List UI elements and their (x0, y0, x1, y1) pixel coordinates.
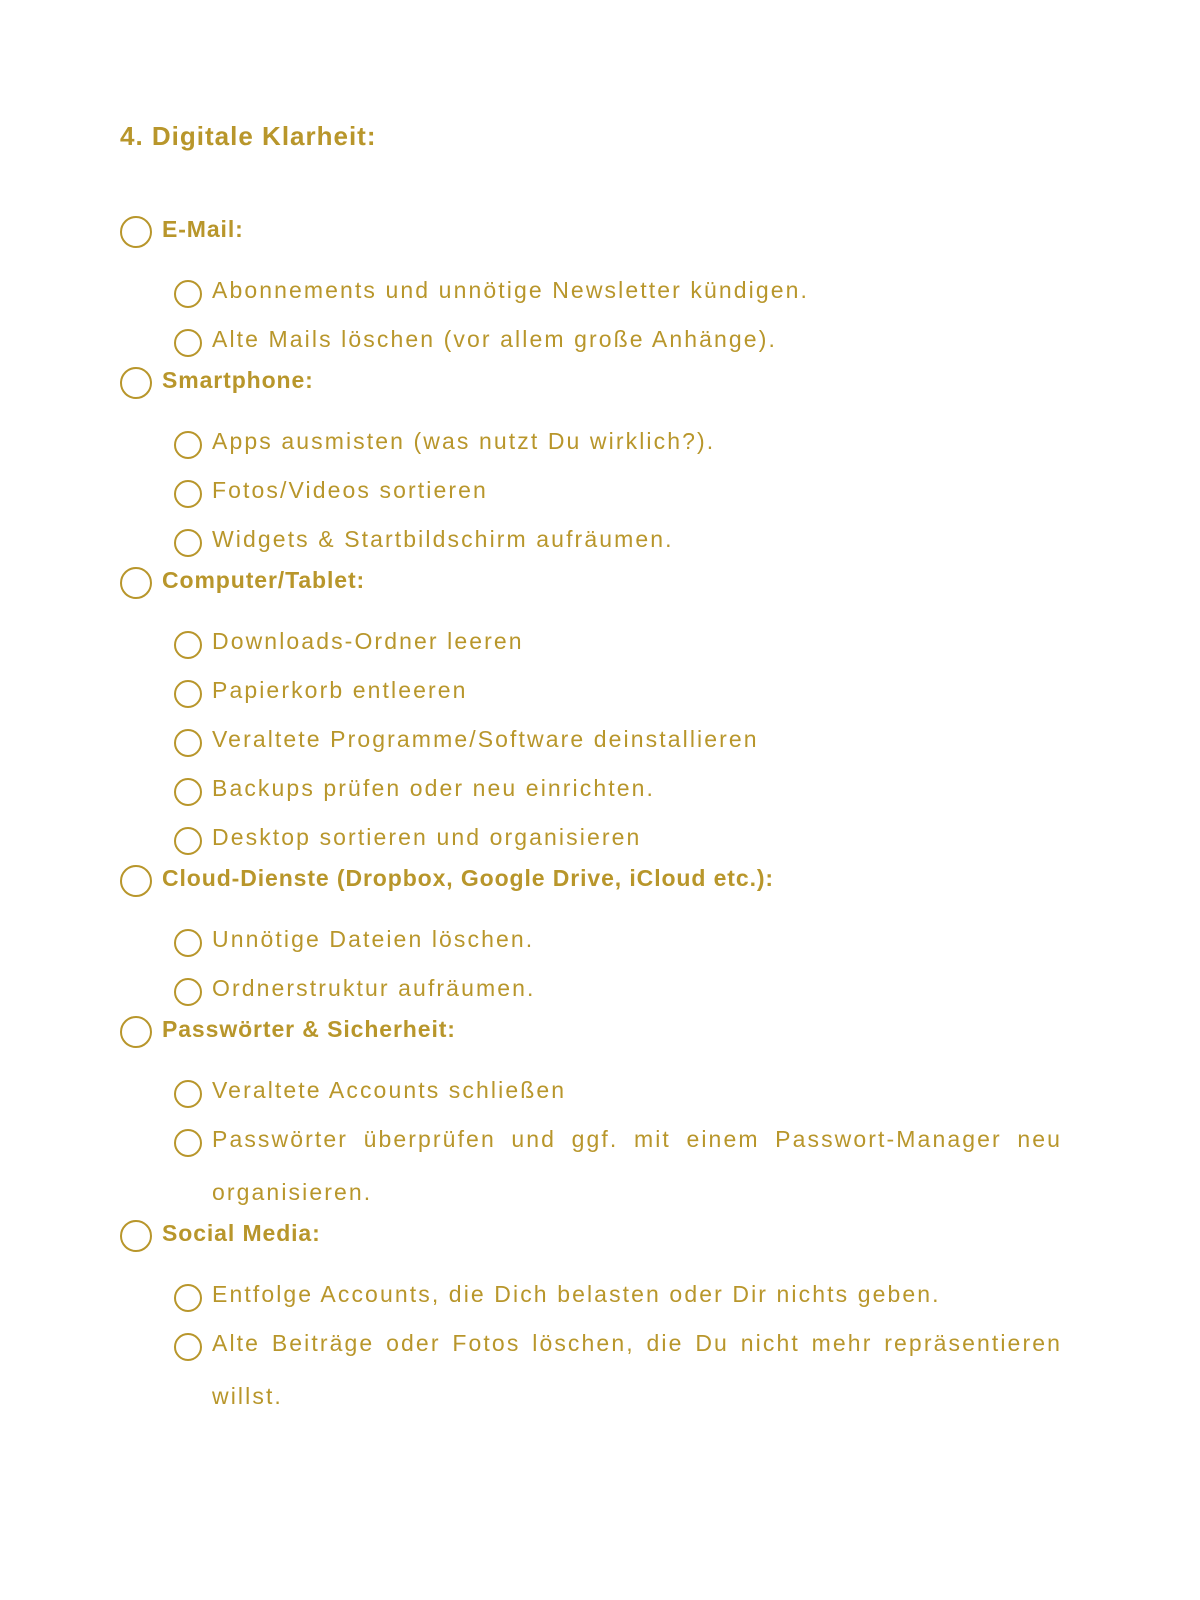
checklist-item (174, 966, 1095, 1015)
checklist-page (120, 115, 1095, 1423)
checklist-section (120, 1015, 1095, 1219)
item-checkbox-circle-icon[interactable] (174, 929, 202, 957)
item-label: Veraltete Accounts schließen (212, 1077, 567, 1103)
item-checkbox-circle-icon[interactable] (174, 978, 202, 1006)
section-checkbox-circle-icon[interactable] (120, 1016, 152, 1048)
section-title: Passwörter & Sicherheit: (162, 1016, 456, 1042)
checklist-section (120, 366, 1095, 566)
item-checkbox-circle-icon[interactable] (174, 1080, 202, 1108)
checklist-item (174, 268, 1095, 317)
section-header (120, 566, 1095, 619)
item-label: Fotos/Videos sortieren (212, 477, 488, 503)
section-checkbox-circle-icon[interactable] (120, 216, 152, 248)
item-label: Backups prüfen oder neu einrichten. (212, 775, 656, 801)
item-label: Passwörter überprüfen und ggf. mit einem Passwort-Manager neu organisieren. (212, 1126, 1062, 1205)
item-label: Papierkorb entleeren (212, 677, 468, 703)
section-checkbox-circle-icon[interactable] (120, 567, 152, 599)
item-checkbox-circle-icon[interactable] (174, 280, 202, 308)
item-label: Unnötige Dateien löschen. (212, 926, 535, 952)
item-checkbox-circle-icon[interactable] (174, 1129, 202, 1157)
checklist (120, 215, 1095, 1423)
section-title: Computer/Tablet: (162, 567, 366, 593)
item-label: Downloads-Ordner leeren (212, 628, 524, 654)
checklist-item (174, 815, 1095, 864)
page-title: 4. Digitale Klarheit: (120, 121, 377, 151)
item-checkbox-circle-icon[interactable] (174, 827, 202, 855)
item-label: Alte Mails löschen (vor allem große Anhänge). (212, 326, 777, 352)
item-label: Veraltete Programme/Software deinstallieren (212, 726, 759, 752)
checklist-item (174, 917, 1095, 966)
item-checkbox-circle-icon[interactable] (174, 1284, 202, 1312)
item-checkbox-circle-icon[interactable] (174, 480, 202, 508)
item-checkbox-circle-icon[interactable] (174, 778, 202, 806)
item-label: Widgets & Startbildschirm aufräumen. (212, 526, 674, 552)
checklist-section (120, 566, 1095, 864)
item-label: Apps ausmisten (was nutzt Du wirklich?). (212, 428, 716, 454)
item-label: Abonnements und unnötige Newsletter kündigen. (212, 277, 810, 303)
section-header (120, 864, 1095, 917)
section-title: Smartphone: (162, 367, 314, 393)
section-header (120, 215, 1095, 268)
checklist-section (120, 215, 1095, 366)
checklist-item (174, 317, 1095, 366)
item-label: Entfolge Accounts, die Dich belasten oder Dir nichts geben. (212, 1281, 941, 1307)
item-checkbox-circle-icon[interactable] (174, 529, 202, 557)
section-checkbox-circle-icon[interactable] (120, 865, 152, 897)
item-checkbox-circle-icon[interactable] (174, 680, 202, 708)
item-checkbox-circle-icon[interactable] (174, 631, 202, 659)
checklist-item (174, 1068, 1095, 1117)
item-checkbox-circle-icon[interactable] (174, 431, 202, 459)
checklist-item (174, 619, 1095, 668)
section-title: Cloud-Dienste (Dropbox, Google Drive, iCloud etc.): (162, 865, 774, 891)
checklist-item (174, 1321, 1095, 1423)
checklist-section (120, 864, 1095, 1015)
section-header (120, 366, 1095, 419)
checklist-item (174, 668, 1095, 717)
section-header (120, 1219, 1095, 1272)
section-checkbox-circle-icon[interactable] (120, 367, 152, 399)
section-header (120, 1015, 1095, 1068)
section-title: Social Media: (162, 1220, 321, 1246)
checklist-item (174, 419, 1095, 468)
checklist-item (174, 1117, 1095, 1219)
checklist-item (174, 717, 1095, 766)
item-checkbox-circle-icon[interactable] (174, 729, 202, 757)
checklist-section (120, 1219, 1095, 1423)
section-checkbox-circle-icon[interactable] (120, 1220, 152, 1252)
item-label: Ordnerstruktur aufräumen. (212, 975, 536, 1001)
checklist-item (174, 468, 1095, 517)
checklist-item (174, 1272, 1095, 1321)
checklist-item (174, 517, 1095, 566)
item-label: Desktop sortieren und organisieren (212, 824, 642, 850)
item-checkbox-circle-icon[interactable] (174, 329, 202, 357)
item-label: Alte Beiträge oder Fotos löschen, die Du nicht mehr repräsentieren willst. (212, 1330, 1062, 1409)
checklist-item (174, 766, 1095, 815)
section-title: E-Mail: (162, 216, 244, 242)
item-checkbox-circle-icon[interactable] (174, 1333, 202, 1361)
